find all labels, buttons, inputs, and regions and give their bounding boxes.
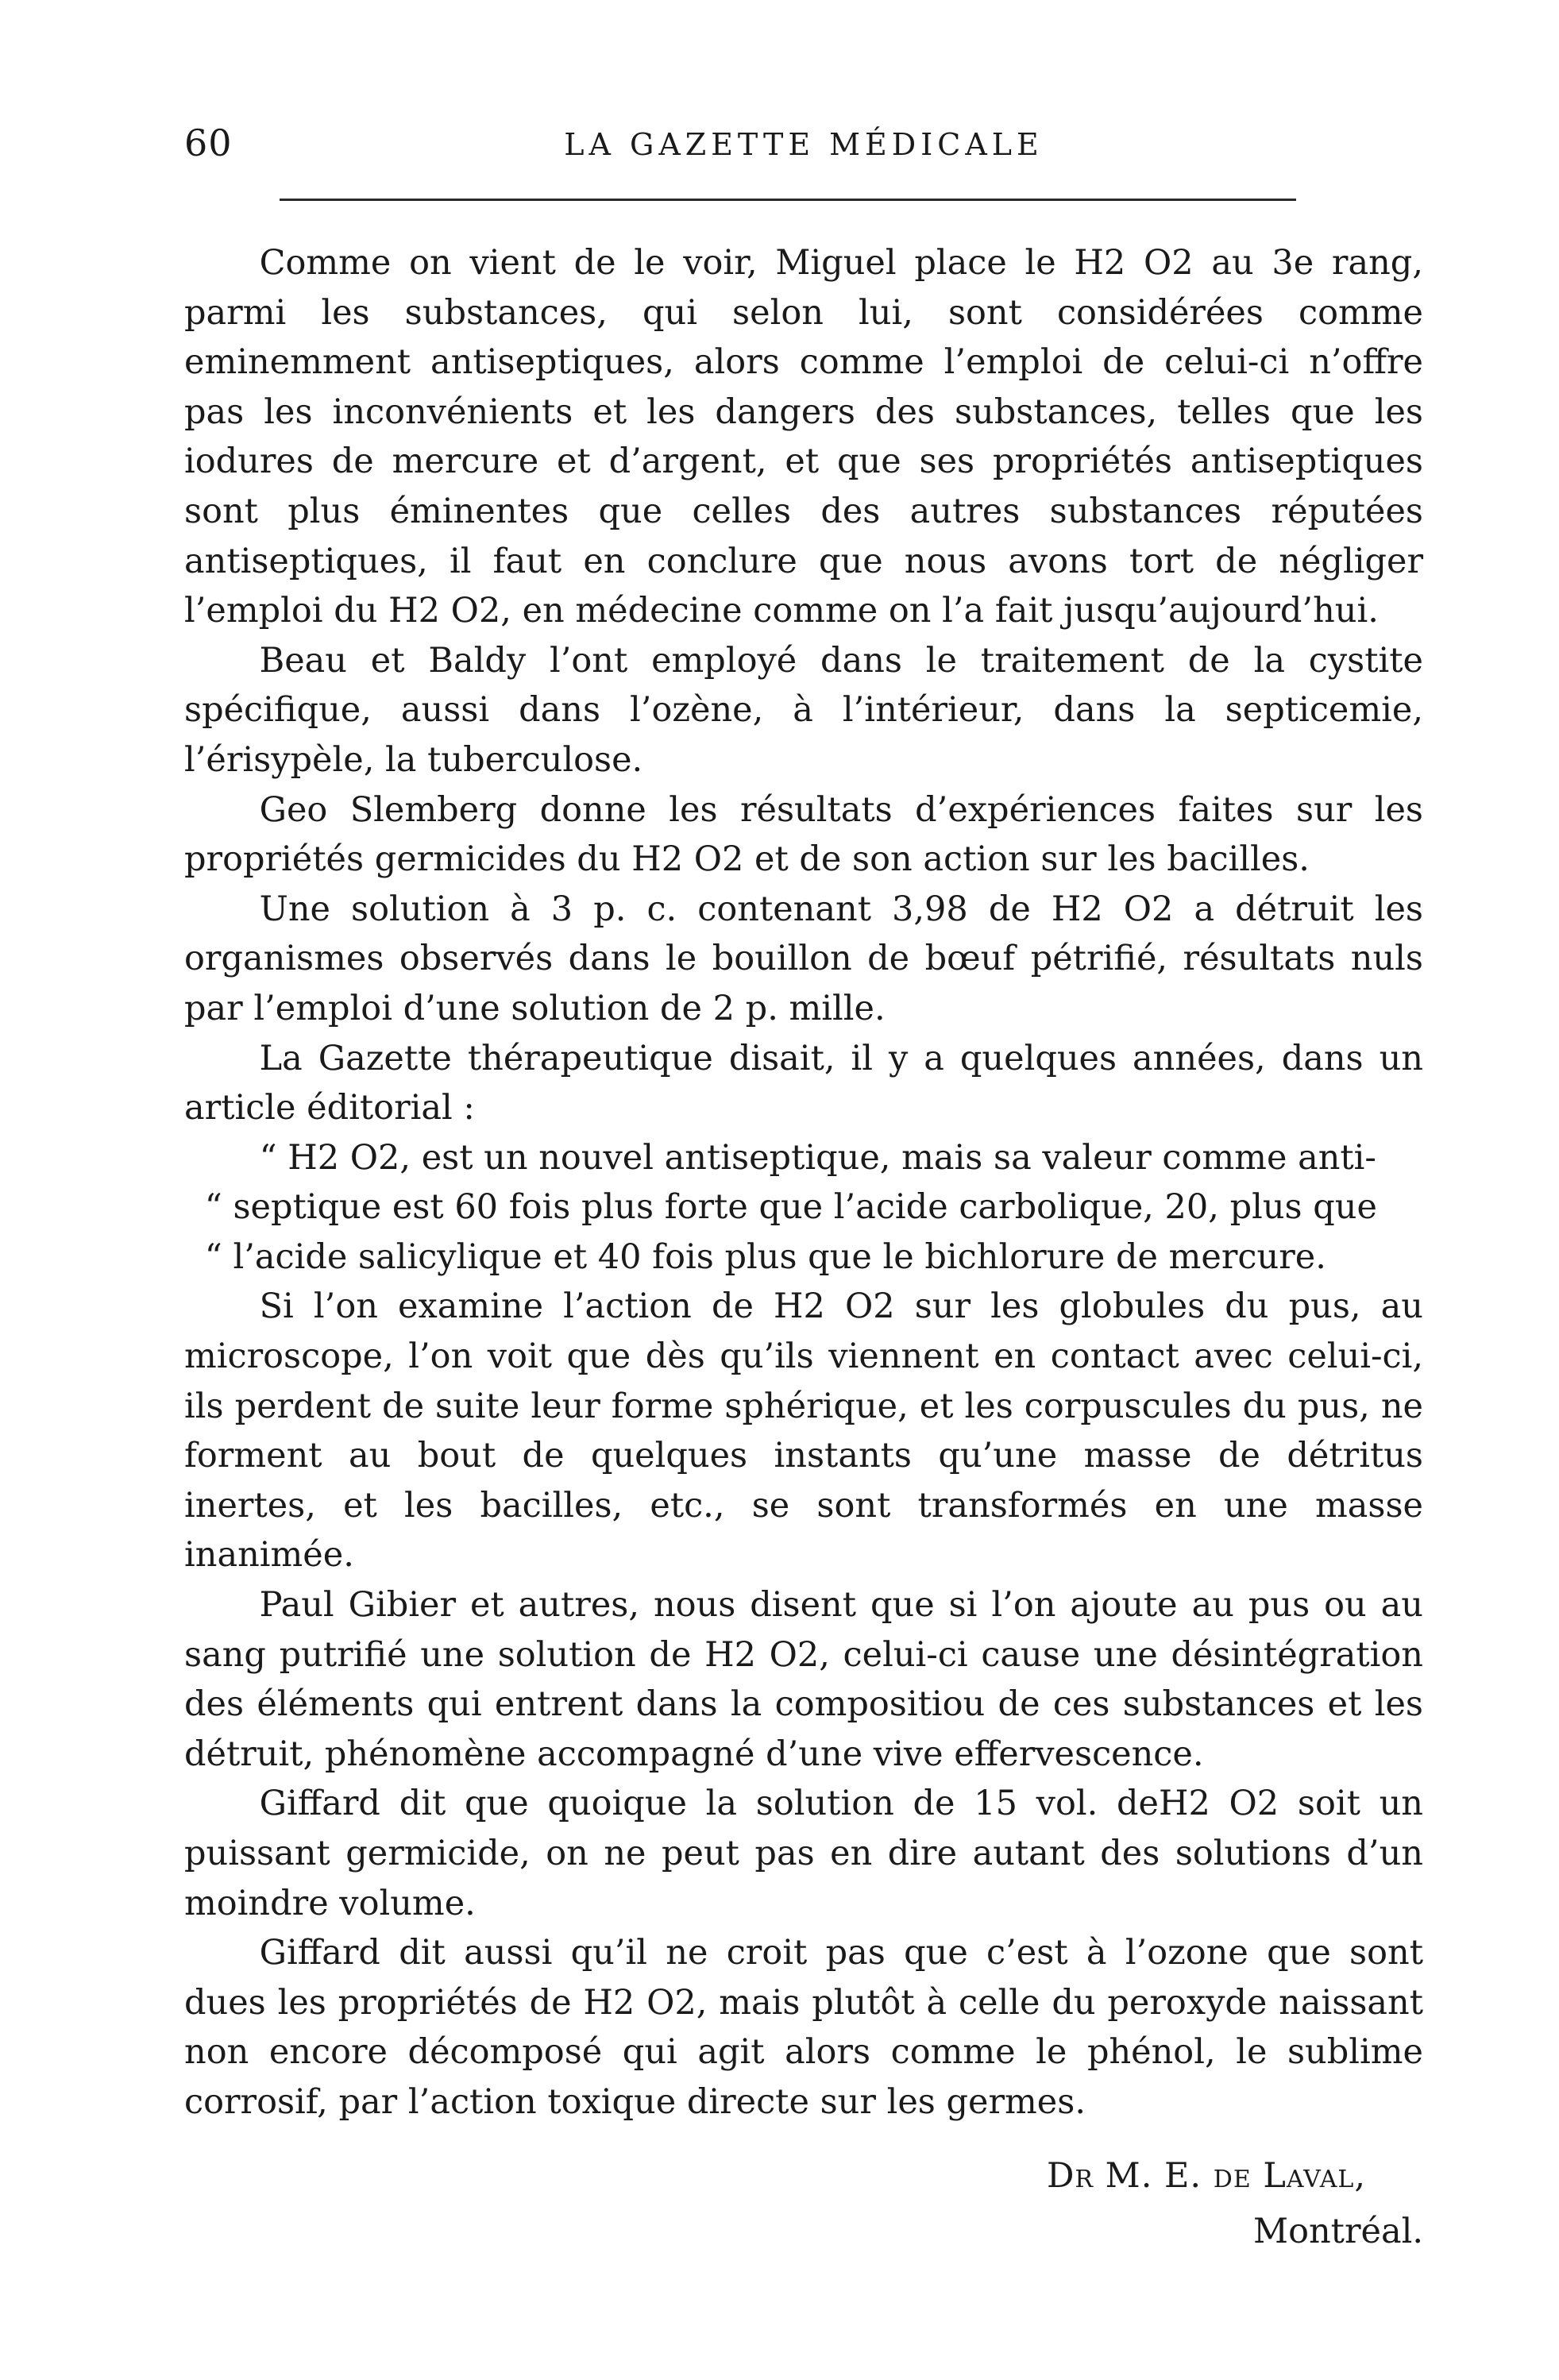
- author-place: Montréal.: [1253, 2212, 1423, 2251]
- signature-block: [184, 2148, 1423, 2259]
- author-name: Dr M. E. de Laval,: [1046, 2156, 1366, 2196]
- paragraph-slemberg: Geo Slemberg donne les résultats d’expériences faites sur les propriétés germicides du H2 O2 et de son action sur les bacilles.: [184, 789, 1423, 880]
- paragraph-beau-baldy: Beau et Baldy l’ont employé dans le traitement de la cystite spécifique, aussi dans l’ozène, à l’intérieur, dans la septicemie, l’érisypèle, la tuberculose.: [184, 640, 1423, 780]
- paragraph-solution: Une solution à 3 p. c. contenant 3,98 de H2 O2 a détruit les organismes observés dans le bouillon de bœuf pétrifié, résultats nuls par l’emploi d’une solution de 2 p. mille.: [184, 889, 1423, 1028]
- quote-line: “ l’acide salicylique et 40 fois plus que le bichlorure de mercure.: [204, 1236, 1326, 1277]
- page-header: [184, 119, 1423, 175]
- quote-line: “ H2 O2, est un nouvel antiseptique, mais sa valeur comme anti-: [259, 1137, 1376, 1178]
- paragraph-giffard-ozone: Giffard dit aussi qu’il ne croit pas que c’est à l’ozone que sont dues les propriétés de H2 O2, mais plutôt à celle du peroxyde naissant non encore décomposé qui agit alors comme le phénol, le sublime corrosif, par l’action toxique directe sur les germes.: [184, 1933, 1423, 2122]
- paragraph-microscope: Si l’on examine l’action de H2 O2 sur les globules du pus, au microscope, l’on voit que dès qu’ils viennent en contact avec celui-ci, ils perdent de suite leur forme sphérique, et les corpuscules du pus, ne forment au bout de quelques instants qu’une masse de détritus inertes, et les bacilles, etc., se sont transformés en une masse inanimée.: [184, 1286, 1423, 1576]
- paragraph-gibier: Paul Gibier et autres, nous disent que si l’on ajoute au pus ou au sang putrifié une solution de H2 O2, celui-ci cause une désintégration des éléments qui entrent dans la compositiou de ces substances et les détruit, phénomène accompagné d’une vive effervescence.: [184, 1585, 1423, 1774]
- running-head: LA GAZETTE MÉDICALE: [564, 127, 1044, 162]
- paragraph-giffard: Giffard dit que quoique la solution de 15 vol. deH2 O2 soit un puissant germicide, on ne peut pas en dire autant des solutions d’un moindre volume.: [184, 1784, 1423, 1923]
- editorial-quote: [184, 1133, 1423, 1283]
- page-number: 60: [184, 122, 233, 164]
- paragraph-gazette: La Gazette thérapeutique disait, il y a quelques années, dans un article éditorial :: [184, 1038, 1423, 1128]
- header-rule: [280, 199, 1296, 201]
- quote-line: “ septique est 60 fois plus forte que l’acide carbolique, 20, plus que: [204, 1187, 1377, 1228]
- article-body: [184, 238, 1423, 2127]
- paragraph-miguel: Comme on vient de le voir, Miguel place le H2 O2 au 3e rang, parmi les substances, qui selon lui, sont considérées comme eminemment antiseptiques, alors comme l’emploi de celui-ci n’offre pas les inconvénients et les dangers des substances, telles que les iodures de mercure et d’argent, et que ses propriétés antiseptiques sont plus éminentes que celles des autres substances réputées antiseptiques, il faut en conclure que nous avons tort de négliger l’emploi du H2 O2, en médecine comme on l’a fait jusqu’aujourd’hui.: [184, 243, 1423, 631]
